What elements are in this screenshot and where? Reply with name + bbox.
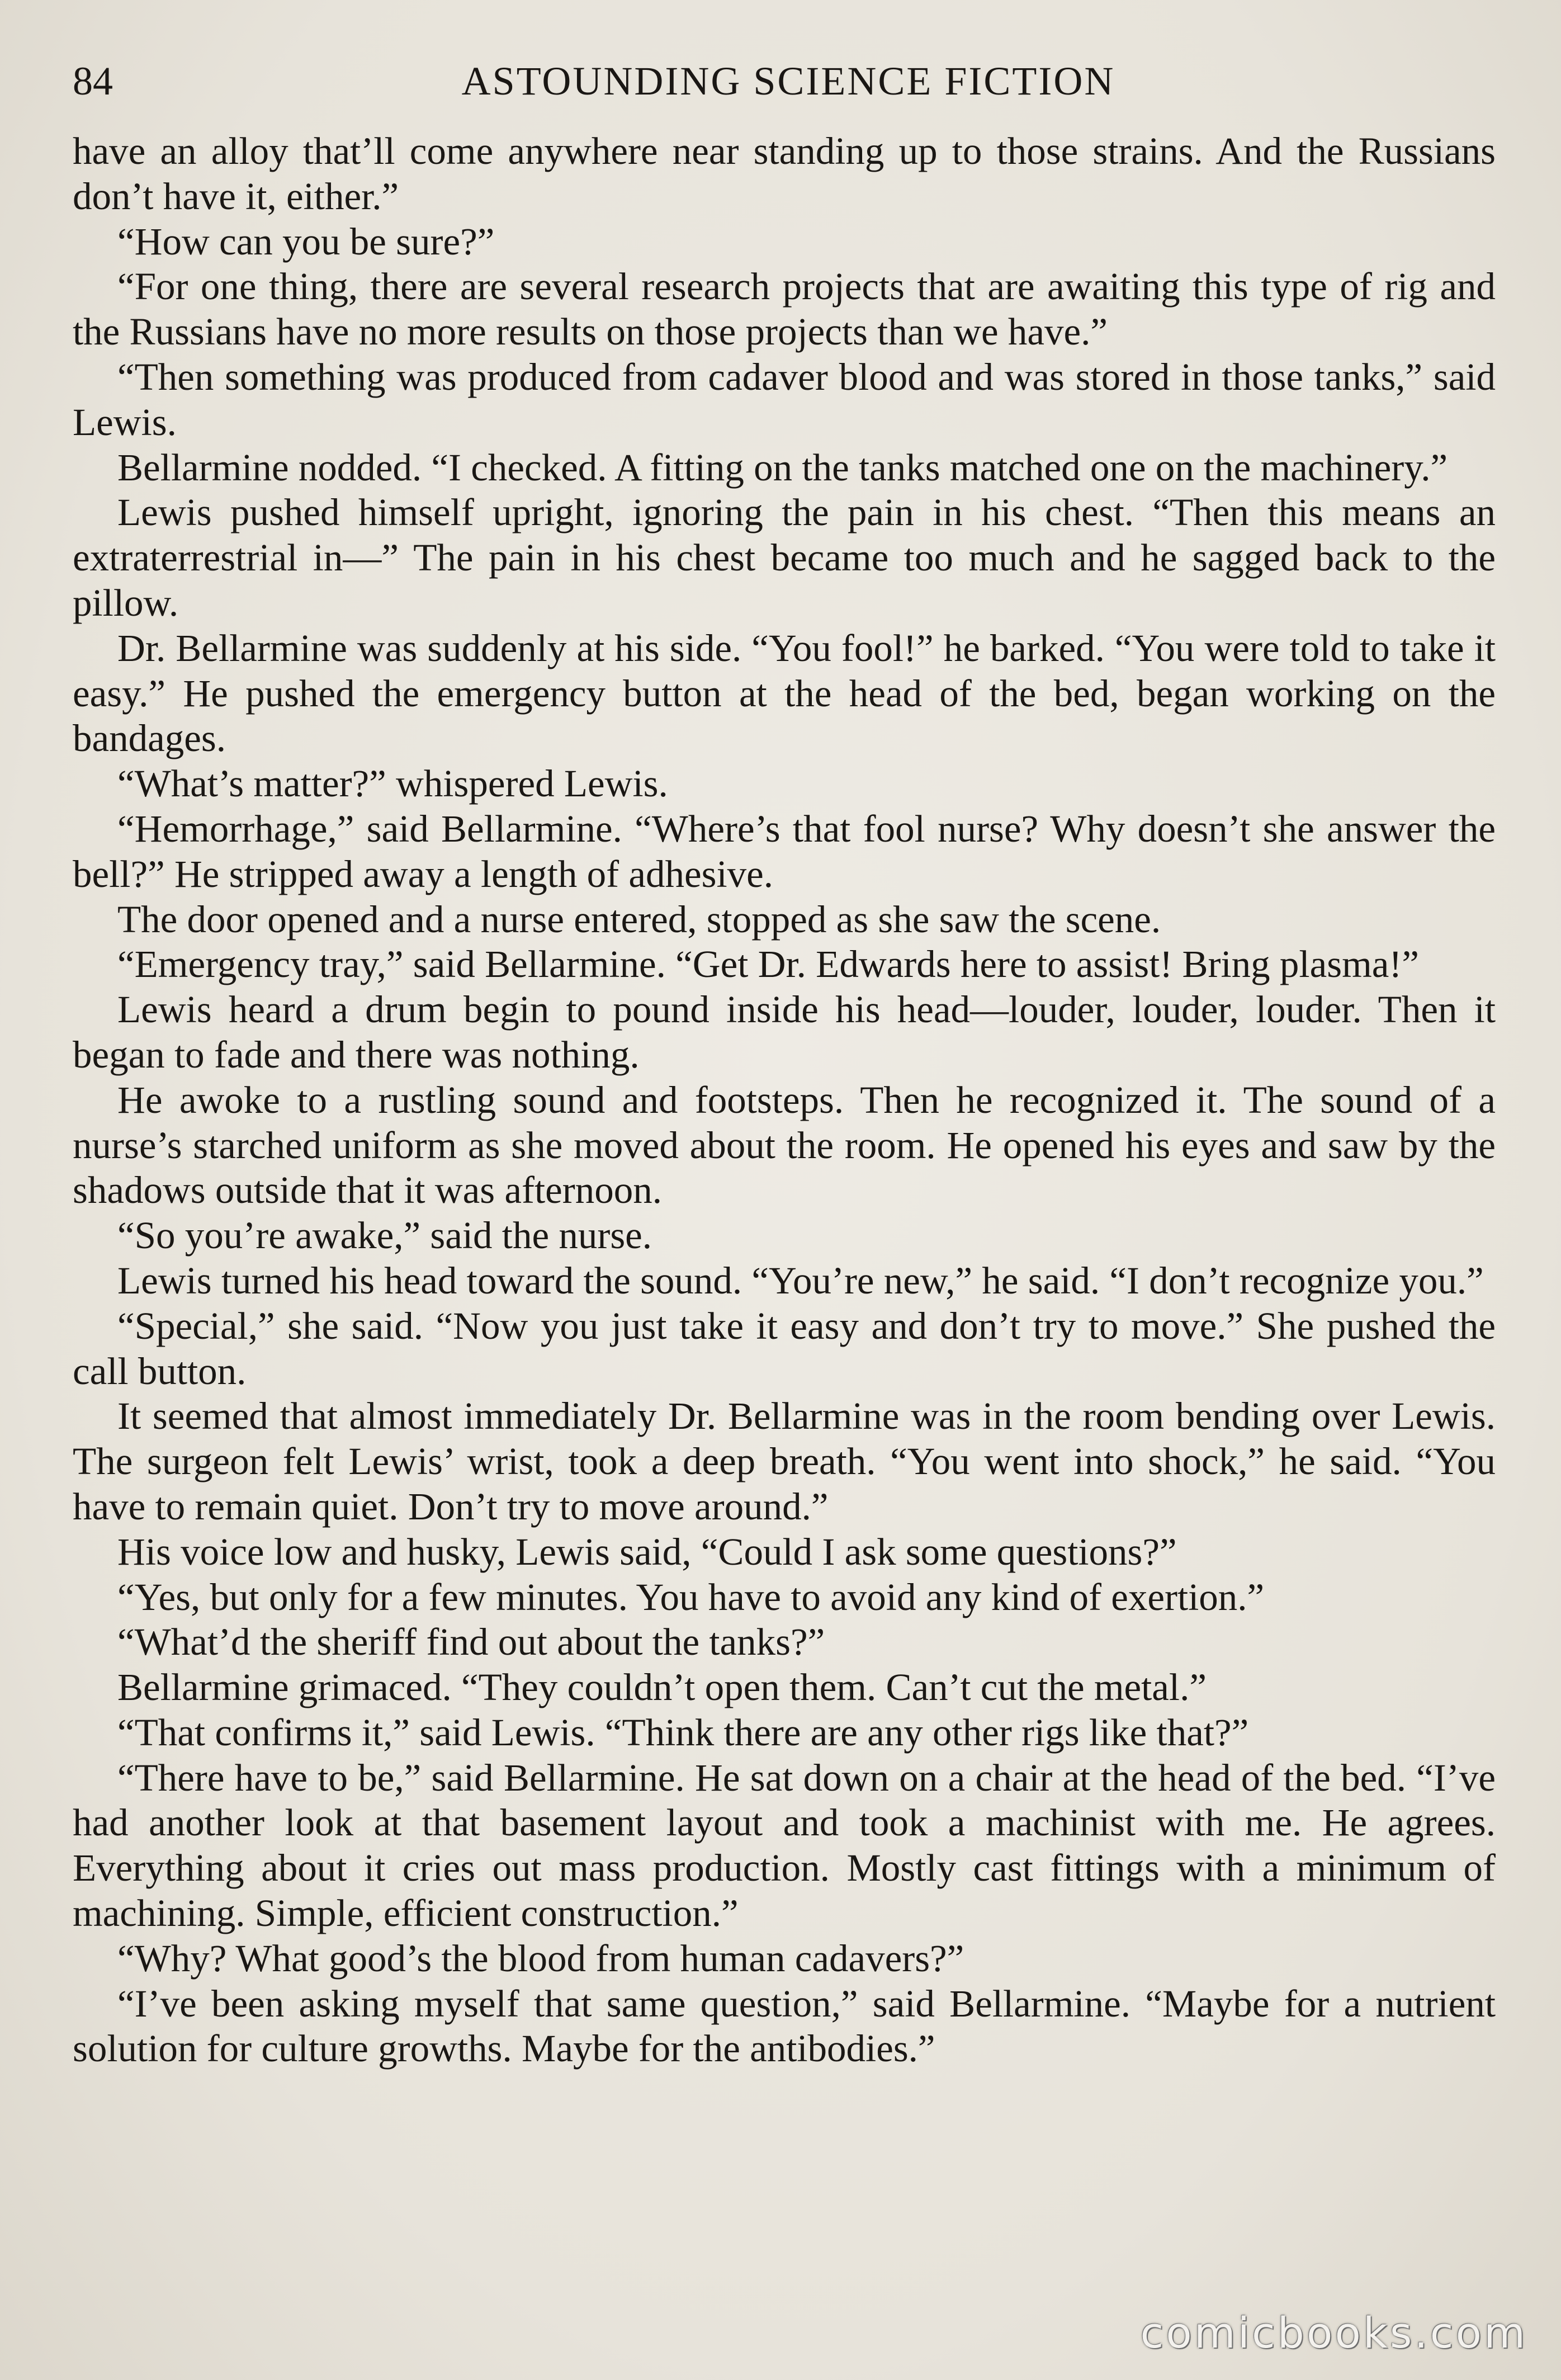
paragraph: “Emergency tray,” said Bellarmine. “Get Dr. Edwards here to assist! Bring plasma!”: [117, 943, 1419, 986]
paragraph: “Yes, but only for a few minutes. You have to avoid any kind of exertion.”: [117, 1575, 1265, 1618]
paragraph: “What’d the sheriff find out about the tanks?”: [117, 1621, 825, 1664]
paragraph: “Special,” she said. “Now you just take it easy and don’t try to move.” She pushed the call button.: [73, 1304, 1496, 1392]
paragraph: Lewis heard a drum begin to pound inside his head—louder, louder, louder. Then it began to fade and there was nothing.: [73, 988, 1496, 1076]
paragraph: “That confirms it,” said Lewis. “Think there are any other rigs like that?”: [117, 1711, 1249, 1754]
watermark: comicbooks.com: [1140, 2308, 1527, 2358]
page-number: 84: [73, 59, 113, 103]
paragraph: “How can you be sure?”: [117, 220, 495, 263]
paragraph: “Hemorrhage,” said Bellarmine. “Where’s that fool nurse? Why doesn’t she answer the bell?” He stripped away a length of adhesive.: [73, 807, 1496, 895]
paragraph: “Why? What good’s the blood from human cadavers?”: [117, 1937, 964, 1980]
paragraph: have an alloy that’ll come anywhere near standing up to those strains. And the Russians don’t have it, either.”: [73, 130, 1496, 218]
paragraph: Bellarmine nodded. “I checked. A fitting on the tanks matched one on the machinery.”: [117, 446, 1448, 489]
paragraph: Dr. Bellarmine was suddenly at his side. “You fool!” he barked. “You were told to take it easy.” He pushed the emergency button at the head of the bed, began working on the bandages.: [73, 626, 1496, 760]
paragraph: He awoke to a rustling sound and footsteps. Then he recognized it. The sound of a nurse’s starched uniform as she moved about the room. He opened his eyes and saw by the shadows outside that it was afternoon.: [73, 1078, 1496, 1212]
paragraph: His voice low and husky, Lewis said, “Could I ask some questions?”: [117, 1530, 1177, 1573]
running-title: ASTOUNDING SCIENCE FICTION: [461, 59, 1115, 103]
paragraph: Bellarmine grimaced. “They couldn’t open them. Can’t cut the metal.”: [117, 1666, 1207, 1709]
paragraph: Lewis turned his head toward the sound. “You’re new,” he said. “I don’t recognize you.”: [117, 1259, 1484, 1302]
paragraph: “I’ve been asking myself that same question,” said Bellarmine. “Maybe for a nutrient solution for culture growths. Maybe for the antibodies.”: [73, 1982, 1496, 2070]
paragraph: “Then something was produced from cadaver blood and was stored in those tanks,” said Lewis.: [73, 355, 1496, 443]
paragraph: The door opened and a nurse entered, stopped as she saw the scene.: [117, 898, 1161, 941]
story-text: [73, 129, 1496, 2071]
paragraph: Lewis pushed himself upright, ignoring the pain in his chest. “Then this means an extraterrestrial in—” The pain in his chest became too much and he sagged back to the pillow.: [73, 491, 1496, 624]
paragraph: “For one thing, there are several research projects that are awaiting this type of rig and the Russians have no more results on those projects than we have.”: [73, 265, 1496, 353]
paragraph: It seemed that almost immediately Dr. Bellarmine was in the room bending over Lewis. The surgeon felt Lewis’ wrist, took a deep breath. “You went into shock,” he said. “You have to remain quiet. Don’t try to move around.”: [73, 1395, 1496, 1528]
paragraph: “There have to be,” said Bellarmine. He sat down on a chair at the head of the bed. “I’ve had another look at that basement layout and took a machinist with me. He agrees. Everything about it cries out mass production. Mostly cast fittings with a minimum of machining. Simple, efficient construction.”: [73, 1756, 1496, 1935]
page-header: [73, 53, 1504, 109]
paragraph: “So you’re awake,” said the nurse.: [117, 1214, 652, 1257]
paragraph: “What’s matter?” whispered Lewis.: [117, 762, 668, 805]
